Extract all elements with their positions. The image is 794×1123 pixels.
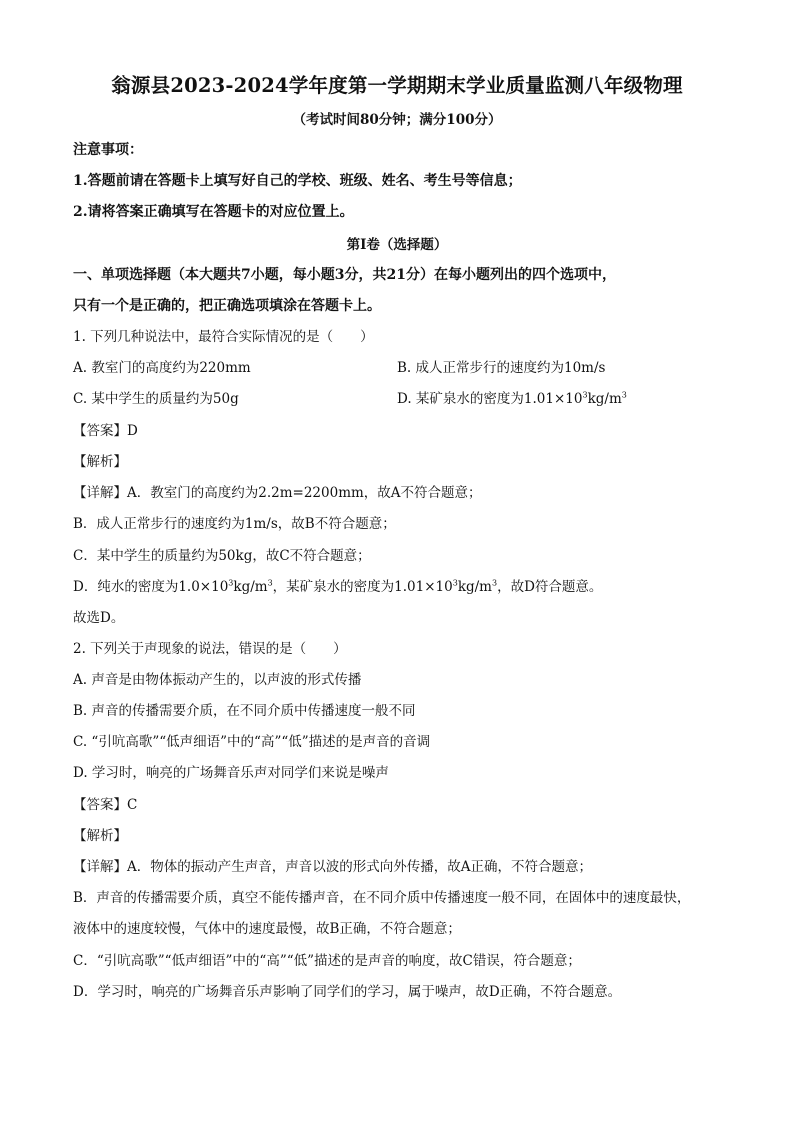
q2-detail-b-line-1: B．声音的传播需要介质，真空不能传播声音，在不同介质中传播速度一般不同，在固体中的速度最快， (73, 890, 691, 906)
q1-detail-d-exp-3: 3 (452, 578, 458, 588)
q1-detail-d-part-2: kg/m (233, 579, 268, 595)
q2-detail-a: 【详解】A．物体的振动产生声音，声音以波的形式向外传播，故A正确，不符合题意； (73, 859, 592, 875)
q2-answer-value: C (127, 797, 138, 813)
q2-detail-d: D．学习时，响亮的广场舞音乐声影响了同学们的学习，属于噪声，故D正确，不符合题意。 (73, 984, 622, 1000)
q2-option-c: C. “引吭高歌”“低声细语”中的“高”“低”描述的是声音的音调 (73, 734, 431, 750)
q1-analysis-label: 【解析】 (73, 454, 127, 470)
q2-answer-label: 【答案】 (73, 797, 127, 813)
q2-detail-c: C．“引吭高歌”“低声细语”中的“高”“低”描述的是声音的响度，故C错误，符合题意； (73, 953, 581, 969)
exam-subtitle: （考试时间80分钟；满分100分） (292, 112, 502, 128)
q2-answer (73, 795, 137, 815)
q1-answer-label: 【答案】 (73, 423, 127, 439)
q1-option-d-unit-exponent: 3 (621, 390, 627, 400)
q2-option-d: D. 学习时，响亮的广场舞音乐声对同学们来说是噪声 (73, 765, 389, 781)
q2-stem: 2. 下列关于声现象的说法，错误的是（ ） (73, 641, 347, 657)
q1-detail-d-exp-1: 3 (228, 578, 234, 588)
q1-option-a: A. 教室门的高度约为220mm (73, 360, 251, 376)
q1-option-d-text: D. 某矿泉水的密度为1.01×10 (397, 391, 583, 407)
q1-detail-a: 【详解】A．教室门的高度约为2.2m=2200mm，故A不符合题意； (73, 485, 482, 501)
q1-detail-d-part-4: kg/m (457, 579, 492, 595)
notice-item-1: 1.答题前请在答题卡上填写好自己的学校、班级、姓名、考生号等信息； (73, 173, 522, 189)
q2-analysis-label: 【解析】 (73, 828, 127, 844)
notice-item-2: 2.请将答案正确填写在答题卡的对应位置上。 (73, 204, 354, 220)
notice-heading: 注意事项： (73, 142, 143, 158)
q2-option-a: A. 声音是由物体振动产生的，以声波的形式传播 (73, 672, 362, 688)
q1-answer (73, 421, 138, 441)
q1-stem: 1. 下列几种说法中，最符合实际情况的是（ ） (73, 329, 374, 345)
q1-option-b: B. 成人正常步行的速度约为10m/s (397, 360, 606, 376)
part1-instructions-line-2: 只有一个是正确的，把正确选项填涂在答题卡上。 (73, 298, 381, 314)
q1-detail-d-exp-2: 3 (267, 578, 273, 588)
exam-title: 翁源县2023-2024学年度第一学期期末学业质量监测八年级物理 (111, 74, 683, 97)
q1-detail-c: C．某中学生的质量约为50kg，故C不符合题意； (73, 548, 371, 564)
q1-option-d-exponent: 3 (582, 390, 588, 400)
q1-option-d-unit: kg/m (587, 391, 622, 407)
q2-option-b: B. 声音的传播需要介质，在不同介质中传播速度一般不同 (73, 703, 416, 719)
section-title: 第I卷（选择题） (346, 237, 448, 253)
q1-option-c: C. 某中学生的质量约为50g (73, 391, 239, 407)
q1-conclusion: 故选D。 (73, 610, 125, 626)
q1-detail-b: B．成人正常步行的速度约为1m/s，故B不符合题意； (73, 516, 396, 532)
q1-detail-d-part-3: ，某矿泉水的密度为1.01×10 (272, 579, 453, 595)
q1-detail-d-exp-4: 3 (491, 578, 498, 588)
q1-detail-d-part-5: ，故D符合题意。 (497, 579, 603, 595)
q1-detail-d (73, 577, 602, 597)
q1-option-d (397, 389, 627, 409)
q2-detail-b-line-2: 液体中的速度较慢，气体中的速度最慢，故B正确，不符合题意； (73, 921, 461, 937)
q1-answer-value: D (127, 423, 138, 439)
part1-instructions-line-1: 一、单项选择题（本大题共7小题，每小题3分，共21分）在每小题列出的四个选项中， (73, 267, 616, 283)
q1-detail-d-part-1: D．纯水的密度为1.0×10 (73, 579, 229, 595)
